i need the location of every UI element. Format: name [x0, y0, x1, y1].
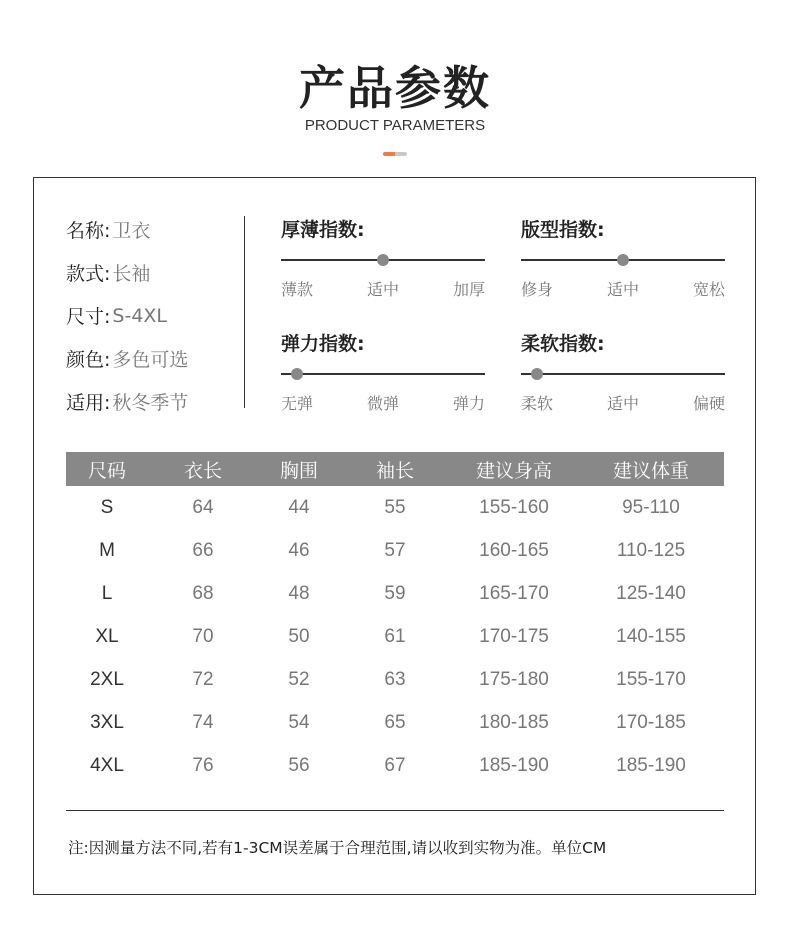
info-value: 长袖 — [112, 263, 151, 285]
info-key: 尺寸: — [66, 306, 111, 328]
table-row — [66, 701, 724, 744]
table-cell: 3XL — [90, 711, 124, 733]
product-info-list — [66, 208, 188, 423]
softness-index-title: 柔软指数: — [521, 333, 605, 355]
scale-label-mid: 适中 — [366, 280, 400, 299]
table-row — [66, 744, 724, 787]
fit-index-marker — [617, 254, 629, 266]
softness-index-marker — [531, 368, 543, 380]
page-subtitle: PRODUCT PARAMETERS — [304, 117, 486, 134]
measurement-note: 注:因测量方法不同,若有1-3CM误差属于合理范围,请以收到实物为准。单位CM — [68, 839, 607, 857]
table-cell: 72 — [192, 668, 214, 690]
table-cell: 52 — [288, 668, 310, 690]
header-length: 衣长 — [148, 452, 258, 486]
info-row-name — [66, 208, 188, 251]
scale-label-mid: 适中 — [606, 280, 640, 299]
table-cell: 54 — [288, 711, 310, 733]
page-title: 产品参数 — [299, 61, 491, 115]
table-cell: 63 — [384, 668, 406, 690]
elasticity-index-marker — [291, 368, 303, 380]
table-cell: 48 — [288, 582, 310, 604]
table-cell: 68 — [192, 582, 214, 604]
table-row — [66, 529, 724, 572]
scale-label-low: 修身 — [521, 280, 554, 299]
table-row — [66, 486, 724, 529]
thickness-index-title: 厚薄指数: — [281, 219, 365, 241]
table-cell: XL — [95, 625, 119, 647]
table-cell: 50 — [288, 625, 310, 647]
scale-label-high: 宽松 — [692, 280, 725, 299]
info-value: S-4XL — [112, 304, 168, 327]
scale-label-low: 无弹 — [281, 394, 314, 413]
table-cell: 59 — [384, 582, 406, 604]
table-cell: L — [101, 582, 113, 604]
info-key: 名称: — [66, 220, 111, 242]
table-cell: 125-140 — [616, 582, 686, 604]
table-row — [66, 658, 724, 701]
table-cell: 175-180 — [479, 668, 549, 690]
table-cell: 61 — [384, 625, 406, 647]
info-value: 卫衣 — [112, 220, 151, 242]
table-cell: 110-125 — [616, 539, 686, 561]
table-cell: 65 — [384, 711, 406, 733]
info-divider — [244, 216, 245, 408]
scale-label-high: 加厚 — [452, 280, 485, 299]
table-row — [66, 615, 724, 658]
table-row — [66, 572, 724, 615]
scale-label-high: 偏硬 — [692, 394, 725, 413]
header-height: 建议身高 — [450, 452, 578, 486]
scale-label-high: 弹力 — [452, 394, 485, 413]
table-cell: 56 — [288, 754, 310, 776]
info-key: 适用: — [66, 392, 111, 414]
softness-index-track — [521, 373, 725, 375]
fit-index-title: 版型指数: — [521, 219, 605, 241]
table-cell: 185-190 — [479, 754, 549, 776]
table-cell: 57 — [384, 539, 406, 561]
info-key: 颜色: — [66, 349, 111, 371]
table-cell: 70 — [192, 625, 214, 647]
elasticity-index-title: 弹力指数: — [281, 333, 365, 355]
table-cell: 2XL — [90, 668, 124, 690]
table-cell: 140-155 — [616, 625, 686, 647]
accent-bar — [383, 152, 407, 156]
info-value: 多色可选 — [112, 349, 189, 371]
scale-label-low: 薄款 — [281, 280, 314, 299]
table-cell: 160-165 — [479, 539, 549, 561]
table-cell: 180-185 — [479, 711, 549, 733]
scale-label-mid: 微弹 — [366, 394, 400, 413]
table-cell: 165-170 — [479, 582, 549, 604]
scale-label-mid: 适中 — [606, 394, 640, 413]
size-table — [66, 452, 724, 787]
table-cell: 95-110 — [622, 496, 680, 518]
info-row-season — [66, 380, 188, 423]
table-cell: 67 — [384, 754, 406, 776]
table-cell: 55 — [384, 496, 406, 518]
table-cell: S — [100, 496, 114, 518]
header-sleeve: 袖长 — [340, 452, 450, 486]
table-cell: 170-175 — [479, 625, 549, 647]
table-cell: 170-185 — [616, 711, 686, 733]
info-row-style — [66, 251, 188, 294]
accent-bar-gray — [395, 152, 407, 156]
parameters-card — [33, 177, 756, 895]
info-row-size — [66, 294, 188, 337]
table-cell: 155-170 — [616, 668, 686, 690]
table-cell: 66 — [192, 539, 214, 561]
table-cell: 185-190 — [616, 754, 686, 776]
size-table-header — [66, 452, 724, 486]
table-cell: 46 — [288, 539, 310, 561]
note-divider — [66, 810, 724, 811]
info-key: 款式: — [66, 263, 111, 285]
header-chest: 胸围 — [258, 452, 340, 486]
elasticity-index-track — [281, 373, 485, 375]
header-size: 尺码 — [66, 452, 148, 486]
table-cell: 76 — [192, 754, 214, 776]
accent-bar-orange — [383, 152, 395, 156]
info-value: 秋冬季节 — [112, 392, 189, 414]
table-cell: 74 — [192, 711, 214, 733]
table-cell: 155-160 — [479, 496, 549, 518]
table-cell: M — [99, 539, 115, 561]
table-cell: 64 — [192, 496, 214, 518]
header-weight: 建议体重 — [578, 452, 724, 486]
scale-label-low: 柔软 — [521, 394, 554, 413]
info-row-color — [66, 337, 188, 380]
thickness-index-marker — [377, 254, 389, 266]
table-cell: 44 — [288, 496, 310, 518]
table-cell: 4XL — [90, 754, 124, 776]
